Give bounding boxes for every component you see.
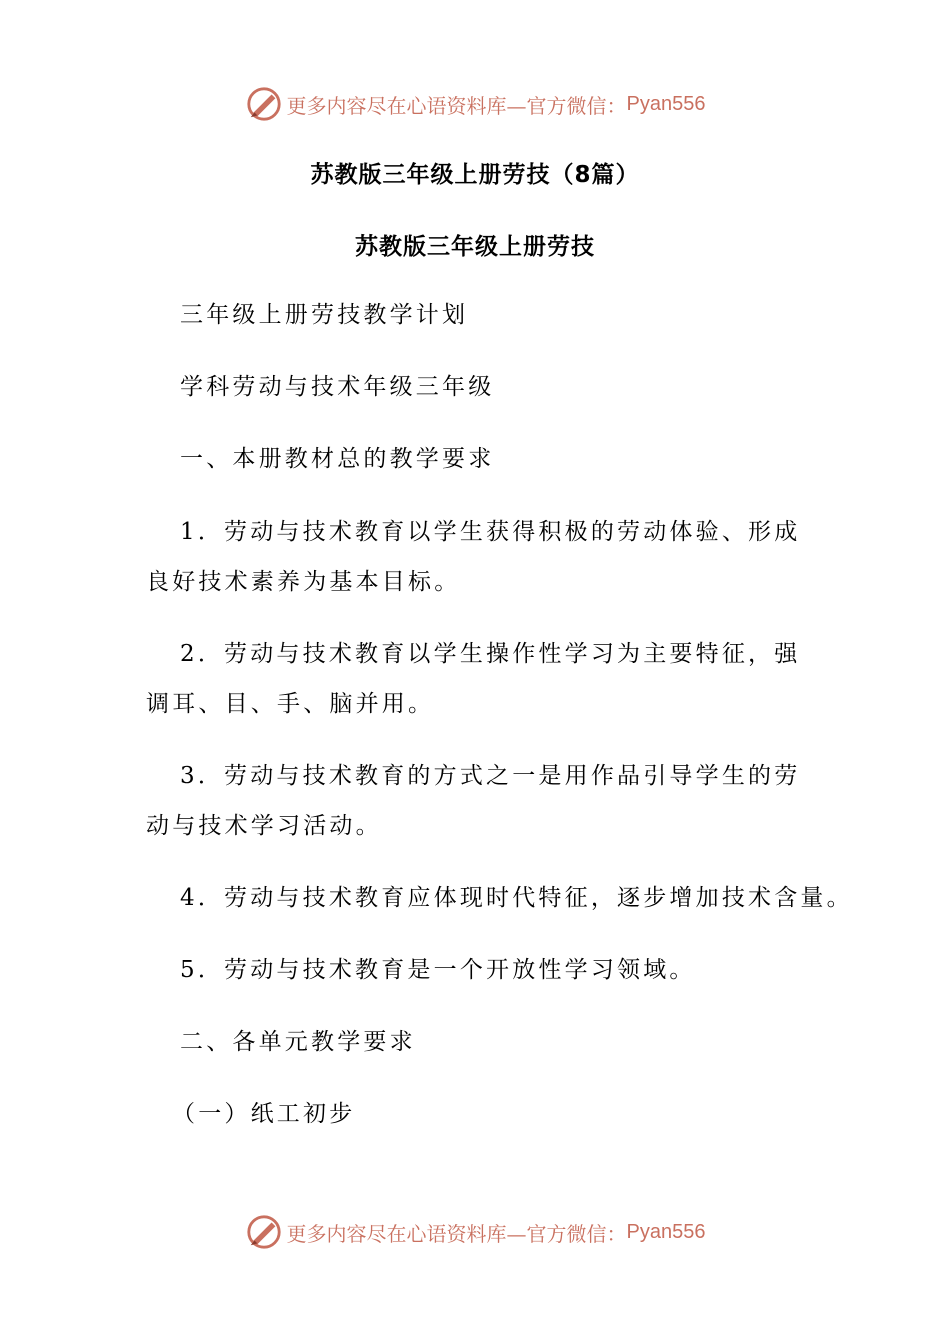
watermark-text: 更多内容尽在心语资料库—官方微信： (286, 1221, 627, 1246)
document-title: 苏教版三年级上册劳技（8篇） (310, 162, 640, 188)
pen-circle-logo-icon (245, 85, 283, 123)
list-item-1: 1．劳动与技术教育以学生获得积极的劳动体验、形成良好技术素养为基本目标。 (146, 519, 801, 595)
list-item-3: 3．劳动与技术教育的方式之一是用作品引导学生的劳动与技术学习活动。 (146, 763, 801, 839)
list-item-2: 2．劳动与技术教育以学生操作性学习为主要特征，强调耳、目、手、脑并用。 (146, 641, 801, 717)
section-heading-2: 二、各单元教学要求 (180, 1029, 416, 1055)
list-item-4: 4．劳动与技术教育应体现时代特征，逐步增加技术含量。 (180, 885, 853, 911)
pen-circle-logo-icon (245, 1213, 283, 1251)
watermark-text: 更多内容尽在心语资料库—官方微信： (286, 93, 627, 118)
subsection-heading-1: （一）纸工初步 (172, 1101, 356, 1127)
paragraph-plan-title: 三年级上册劳技教学计划 (180, 302, 469, 328)
watermark-banner-bottom (0, 1208, 950, 1256)
list-item-5: 5．劳动与技术教育是一个开放性学习领域。 (180, 957, 696, 983)
section-heading-1: 一、本册教材总的教学要求 (180, 446, 495, 472)
watermark-wechat: Pyan556 (626, 1220, 706, 1243)
paragraph-subject-grade: 学科劳动与技术年级三年级 (180, 374, 495, 400)
watermark-banner-top (0, 80, 950, 128)
document-subtitle: 苏教版三年级上册劳技 (355, 234, 595, 260)
watermark-wechat: Pyan556 (626, 92, 706, 115)
